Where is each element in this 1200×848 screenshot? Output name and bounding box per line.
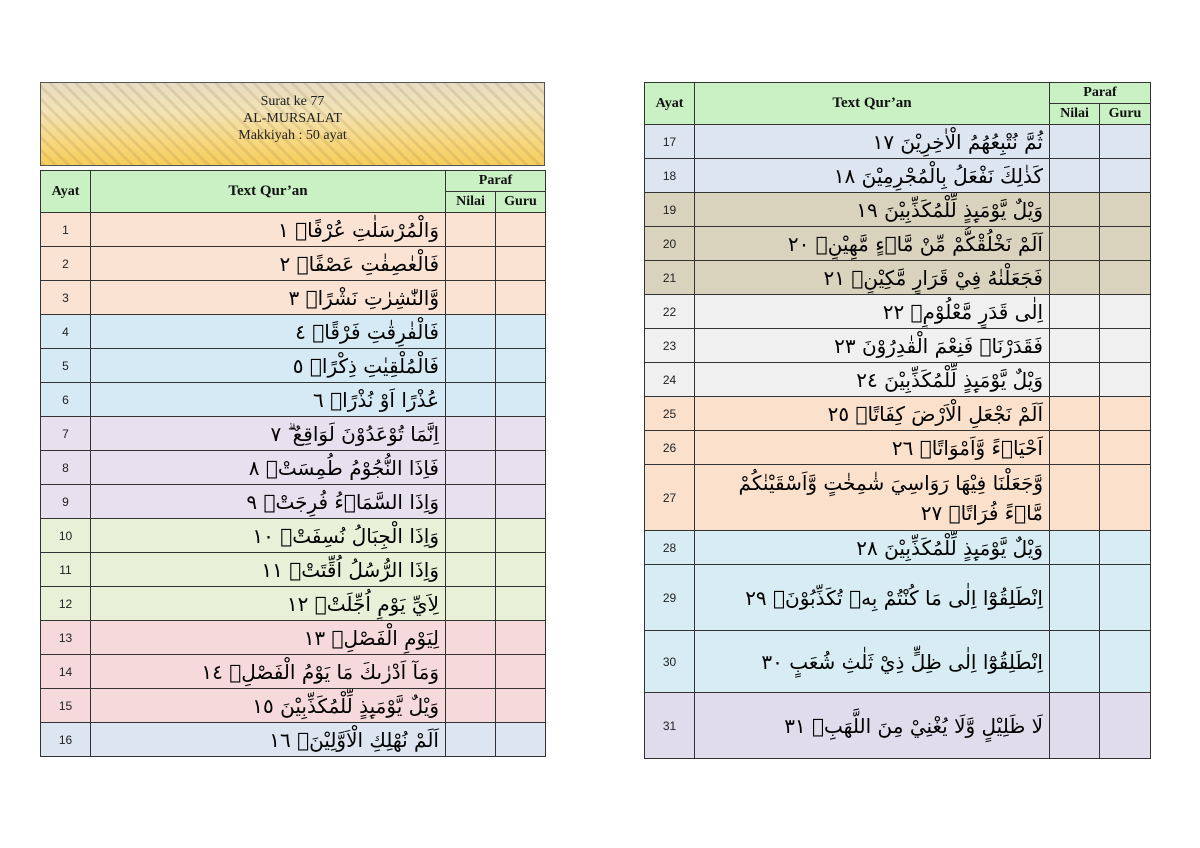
ayat-row [645, 465, 1151, 531]
ayat-number: 3 [41, 281, 91, 315]
guru-cell[interactable] [1100, 465, 1151, 531]
guru-cell[interactable] [1100, 193, 1151, 227]
ayat-row [645, 261, 1151, 295]
ayat-row [645, 295, 1151, 329]
verse-text: لِاَيِّ يَوْمٍ اُجِّلَتْۗ ١٢ [91, 587, 446, 621]
ayat-row [645, 193, 1151, 227]
ayat-row [41, 349, 546, 383]
nilai-cell[interactable] [446, 587, 496, 621]
guru-cell[interactable] [1100, 431, 1151, 465]
ayat-number: 25 [645, 397, 695, 431]
guru-cell[interactable] [1100, 227, 1151, 261]
nilai-cell[interactable] [1050, 531, 1100, 565]
guru-cell[interactable] [496, 723, 546, 757]
verse-text: فَالْعٰصِفٰتِ عَصْفًاۙ ٢ [91, 247, 446, 281]
ayat-number: 5 [41, 349, 91, 383]
guru-cell[interactable] [496, 451, 546, 485]
verse-text: اِنْطَلِقُوْٓا اِلٰى ظِلٍّ ذِيْ ثَلٰثِ شُعَبٍ ٣٠ [695, 631, 1050, 693]
nilai-cell[interactable] [446, 281, 496, 315]
nilai-cell[interactable] [446, 213, 496, 247]
ayat-row [41, 519, 546, 553]
nilai-cell[interactable] [446, 383, 496, 417]
verse-text: وَيْلٌ يَّوْمَىِٕذٍ لِّلْمُكَذِّبِيْنَ ٢٤ [695, 363, 1050, 397]
header-paraf: Paraf [1050, 83, 1151, 104]
ayat-row [645, 631, 1151, 693]
verse-text: وَّالنّٰشِرٰتِ نَشْرًاۙ ٣ [91, 281, 446, 315]
guru-cell[interactable] [496, 247, 546, 281]
ayat-row [41, 247, 546, 281]
verse-text: وَيْلٌ يَّوْمَىِٕذٍ لِّلْمُكَذِّبِيْنَ ١٩ [695, 193, 1050, 227]
ayat-table-right [644, 82, 1151, 759]
guru-cell[interactable] [1100, 329, 1151, 363]
nilai-cell[interactable] [1050, 631, 1100, 693]
ayat-number: 21 [645, 261, 695, 295]
nilai-cell[interactable] [446, 247, 496, 281]
verse-text: وَمَآ اَدْرٰىكَ مَا يَوْمُ الْفَصْلِۗ ١٤ [91, 655, 446, 689]
nilai-cell[interactable] [1050, 329, 1100, 363]
nilai-cell[interactable] [1050, 565, 1100, 631]
ayat-row [645, 363, 1151, 397]
ayat-row [645, 531, 1151, 565]
nilai-cell[interactable] [1050, 465, 1100, 531]
guru-cell[interactable] [496, 315, 546, 349]
guru-cell[interactable] [496, 349, 546, 383]
verse-text: وَيْلٌ يَّوْمَىِٕذٍ لِّلْمُكَذِّبِيْنَ ٢٨ [695, 531, 1050, 565]
surah-number: Surat ke 77 [260, 94, 325, 109]
verse-text: اِلٰى قَدَرٍ مَّعْلُوْمٍۙ ٢٢ [695, 295, 1050, 329]
verse-text: اَلَمْ نَخْلُقْكُّمْ مِّنْ مَّاۤءٍ مَّهِيْنٍۙ ٢٠ [695, 227, 1050, 261]
ayat-row [645, 397, 1151, 431]
nilai-cell[interactable] [1050, 431, 1100, 465]
guru-cell[interactable] [1100, 363, 1151, 397]
ayat-number: 19 [645, 193, 695, 227]
nilai-cell[interactable] [446, 723, 496, 757]
guru-cell[interactable] [496, 587, 546, 621]
guru-cell[interactable] [1100, 397, 1151, 431]
ayat-row [41, 621, 546, 655]
verse-text: كَذٰلِكَ نَفْعَلُ بِالْمُجْرِمِيْنَ ١٨ [695, 159, 1050, 193]
verse-text: فَالْفٰرِقٰتِ فَرْقًاۙ ٤ [91, 315, 446, 349]
guru-cell[interactable] [496, 655, 546, 689]
guru-cell[interactable] [496, 485, 546, 519]
guru-cell[interactable] [496, 519, 546, 553]
ayat-row [41, 383, 546, 417]
ayat-row [41, 723, 546, 757]
header-guru: Guru [1100, 104, 1151, 125]
nilai-cell[interactable] [1050, 227, 1100, 261]
nilai-cell[interactable] [446, 485, 496, 519]
nilai-cell[interactable] [1050, 125, 1100, 159]
ayat-number: 28 [645, 531, 695, 565]
ayat-number: 15 [41, 689, 91, 723]
ayat-number: 30 [645, 631, 695, 693]
ayat-row [41, 451, 546, 485]
ayat-row [41, 689, 546, 723]
ayat-number: 29 [645, 565, 695, 631]
nilai-cell[interactable] [1050, 159, 1100, 193]
nilai-cell[interactable] [1050, 693, 1100, 759]
ayat-row [645, 693, 1151, 759]
right-sheet [644, 82, 1150, 759]
verse-text: اِنَّمَا تُوْعَدُوْنَ لَوَاقِعٌ ۗ ٧ [91, 417, 446, 451]
nilai-cell[interactable] [1050, 363, 1100, 397]
verse-text: وَيْلٌ يَّوْمَىِٕذٍ لِّلْمُكَذِّبِيْنَ ١٥ [91, 689, 446, 723]
ayat-row [645, 159, 1151, 193]
nilai-cell[interactable] [446, 349, 496, 383]
verse-text: وَاِذَا الْجِبَالُ نُسِفَتْۙ ١٠ [91, 519, 446, 553]
verse-text: لِيَوْمِ الْفَصْلِۚ ١٣ [91, 621, 446, 655]
verse-text: اِنْطَلِقُوْٓا اِلٰى مَا كُنْتُمْ بِهٖ تُكَذِّبُوْنَۚ ٢٩ [695, 565, 1050, 631]
header-text-quran: Text Qur’an [91, 171, 446, 213]
header-text-quran: Text Qur’an [695, 83, 1050, 125]
ayat-row [41, 417, 546, 451]
ayat-row [645, 125, 1151, 159]
header-ayat: Ayat [41, 171, 91, 213]
nilai-cell[interactable] [1050, 295, 1100, 329]
verse-text: اَلَمْ نُهْلِكِ الْاَوَّلِيْنَۗ ١٦ [91, 723, 446, 757]
guru-cell[interactable] [1100, 159, 1151, 193]
ayat-number: 1 [41, 213, 91, 247]
ayat-number: 24 [645, 363, 695, 397]
nilai-cell[interactable] [1050, 193, 1100, 227]
guru-cell[interactable] [1100, 631, 1151, 693]
ayat-number: 18 [645, 159, 695, 193]
ayat-row [41, 213, 546, 247]
verse-text: وَاِذَا الرُّسُلُ اُقِّتَتْۗ ١١ [91, 553, 446, 587]
ayat-row [41, 485, 546, 519]
guru-cell[interactable] [496, 417, 546, 451]
verse-text: لَا ظَلِيْلٍ وَّلَا يُغْنِيْ مِنَ اللَّهَبِۗ ٣١ [695, 693, 1050, 759]
ayat-number: 16 [41, 723, 91, 757]
guru-cell[interactable] [1100, 565, 1151, 631]
header-ayat: Ayat [645, 83, 695, 125]
header-nilai: Nilai [1050, 104, 1100, 125]
ayat-row [41, 655, 546, 689]
guru-cell[interactable] [496, 213, 546, 247]
left-sheet [40, 82, 545, 757]
verse-text: وَاِذَا السَّمَاۤءُ فُرِجَتْۙ ٩ [91, 485, 446, 519]
header-paraf: Paraf [446, 171, 546, 192]
ayat-number: 23 [645, 329, 695, 363]
guru-cell[interactable] [496, 553, 546, 587]
ayat-number: 10 [41, 519, 91, 553]
nilai-cell[interactable] [446, 655, 496, 689]
ayat-row [645, 431, 1151, 465]
ayat-table-left [40, 170, 546, 757]
verse-text: فَجَعَلْنٰهُ فِيْ قَرَارٍ مَّكِيْنٍۙ ٢١ [695, 261, 1050, 295]
ayat-number: 13 [41, 621, 91, 655]
ayat-number: 22 [645, 295, 695, 329]
verse-text: عُذْرًا اَوْ نُذْرًاۙ ٦ [91, 383, 446, 417]
verse-text: فَالْمُلْقِيٰتِ ذِكْرًاۙ ٥ [91, 349, 446, 383]
nilai-cell[interactable] [446, 417, 496, 451]
surah-banner [40, 82, 545, 166]
ayat-row [645, 227, 1151, 261]
guru-cell[interactable] [1100, 125, 1151, 159]
ayat-number: 8 [41, 451, 91, 485]
ayat-number: 26 [645, 431, 695, 465]
ayat-row [41, 553, 546, 587]
ayat-number: 14 [41, 655, 91, 689]
verse-text: ثُمَّ نُتْبِعُهُمُ الْاٰخِرِيْنَ ١٧ [695, 125, 1050, 159]
verse-text: اَلَمْ نَجْعَلِ الْاَرْضَ كِفَاتًاۙ ٢٥ [695, 397, 1050, 431]
nilai-cell[interactable] [446, 451, 496, 485]
guru-cell[interactable] [1100, 531, 1151, 565]
guru-cell[interactable] [496, 383, 546, 417]
nilai-cell[interactable] [446, 689, 496, 723]
nilai-cell[interactable] [446, 553, 496, 587]
guru-cell[interactable] [1100, 693, 1151, 759]
surah-name: AL-MURSALAT [243, 111, 342, 126]
verse-text: فَقَدَرْنَاۖ فَنِعْمَ الْقٰدِرُوْنَ ٢٣ [695, 329, 1050, 363]
ayat-number: 27 [645, 465, 695, 531]
ayat-number: 6 [41, 383, 91, 417]
ayat-number: 20 [645, 227, 695, 261]
ayat-number: 9 [41, 485, 91, 519]
guru-cell[interactable] [496, 689, 546, 723]
ayat-row [41, 587, 546, 621]
ayat-row [645, 329, 1151, 363]
nilai-cell[interactable] [1050, 261, 1100, 295]
guru-cell[interactable] [1100, 295, 1151, 329]
guru-cell[interactable] [1100, 261, 1151, 295]
ayat-number: 12 [41, 587, 91, 621]
nilai-cell[interactable] [446, 621, 496, 655]
header-guru: Guru [496, 192, 546, 213]
verse-text: وَّجَعَلْنَا فِيْهَا رَوَاسِيَ شٰمِخٰتٍ وَّاَسْقَيْنٰكُمْ مَّاۤءً فُرَاتًاۗ ٢٧ [695, 465, 1050, 531]
ayat-row [645, 565, 1151, 631]
ayat-number: 11 [41, 553, 91, 587]
verse-text: فَاِذَا النُّجُوْمُ طُمِسَتْۙ ٨ [91, 451, 446, 485]
nilai-cell[interactable] [1050, 397, 1100, 431]
guru-cell[interactable] [496, 621, 546, 655]
ayat-row [41, 281, 546, 315]
ayat-number: 17 [645, 125, 695, 159]
nilai-cell[interactable] [446, 315, 496, 349]
header-nilai: Nilai [446, 192, 496, 213]
nilai-cell[interactable] [446, 519, 496, 553]
ayat-number: 4 [41, 315, 91, 349]
ayat-number: 2 [41, 247, 91, 281]
ayat-row [41, 315, 546, 349]
surah-info: Makkiyah : 50 ayat [238, 128, 347, 143]
ayat-number: 7 [41, 417, 91, 451]
verse-text: اَحْيَاۤءً وَّاَمْوَاتًاۙ ٢٦ [695, 431, 1050, 465]
ayat-number: 31 [645, 693, 695, 759]
verse-text: وَالْمُرْسَلٰتِ عُرْفًاۙ ١ [91, 213, 446, 247]
guru-cell[interactable] [496, 281, 546, 315]
